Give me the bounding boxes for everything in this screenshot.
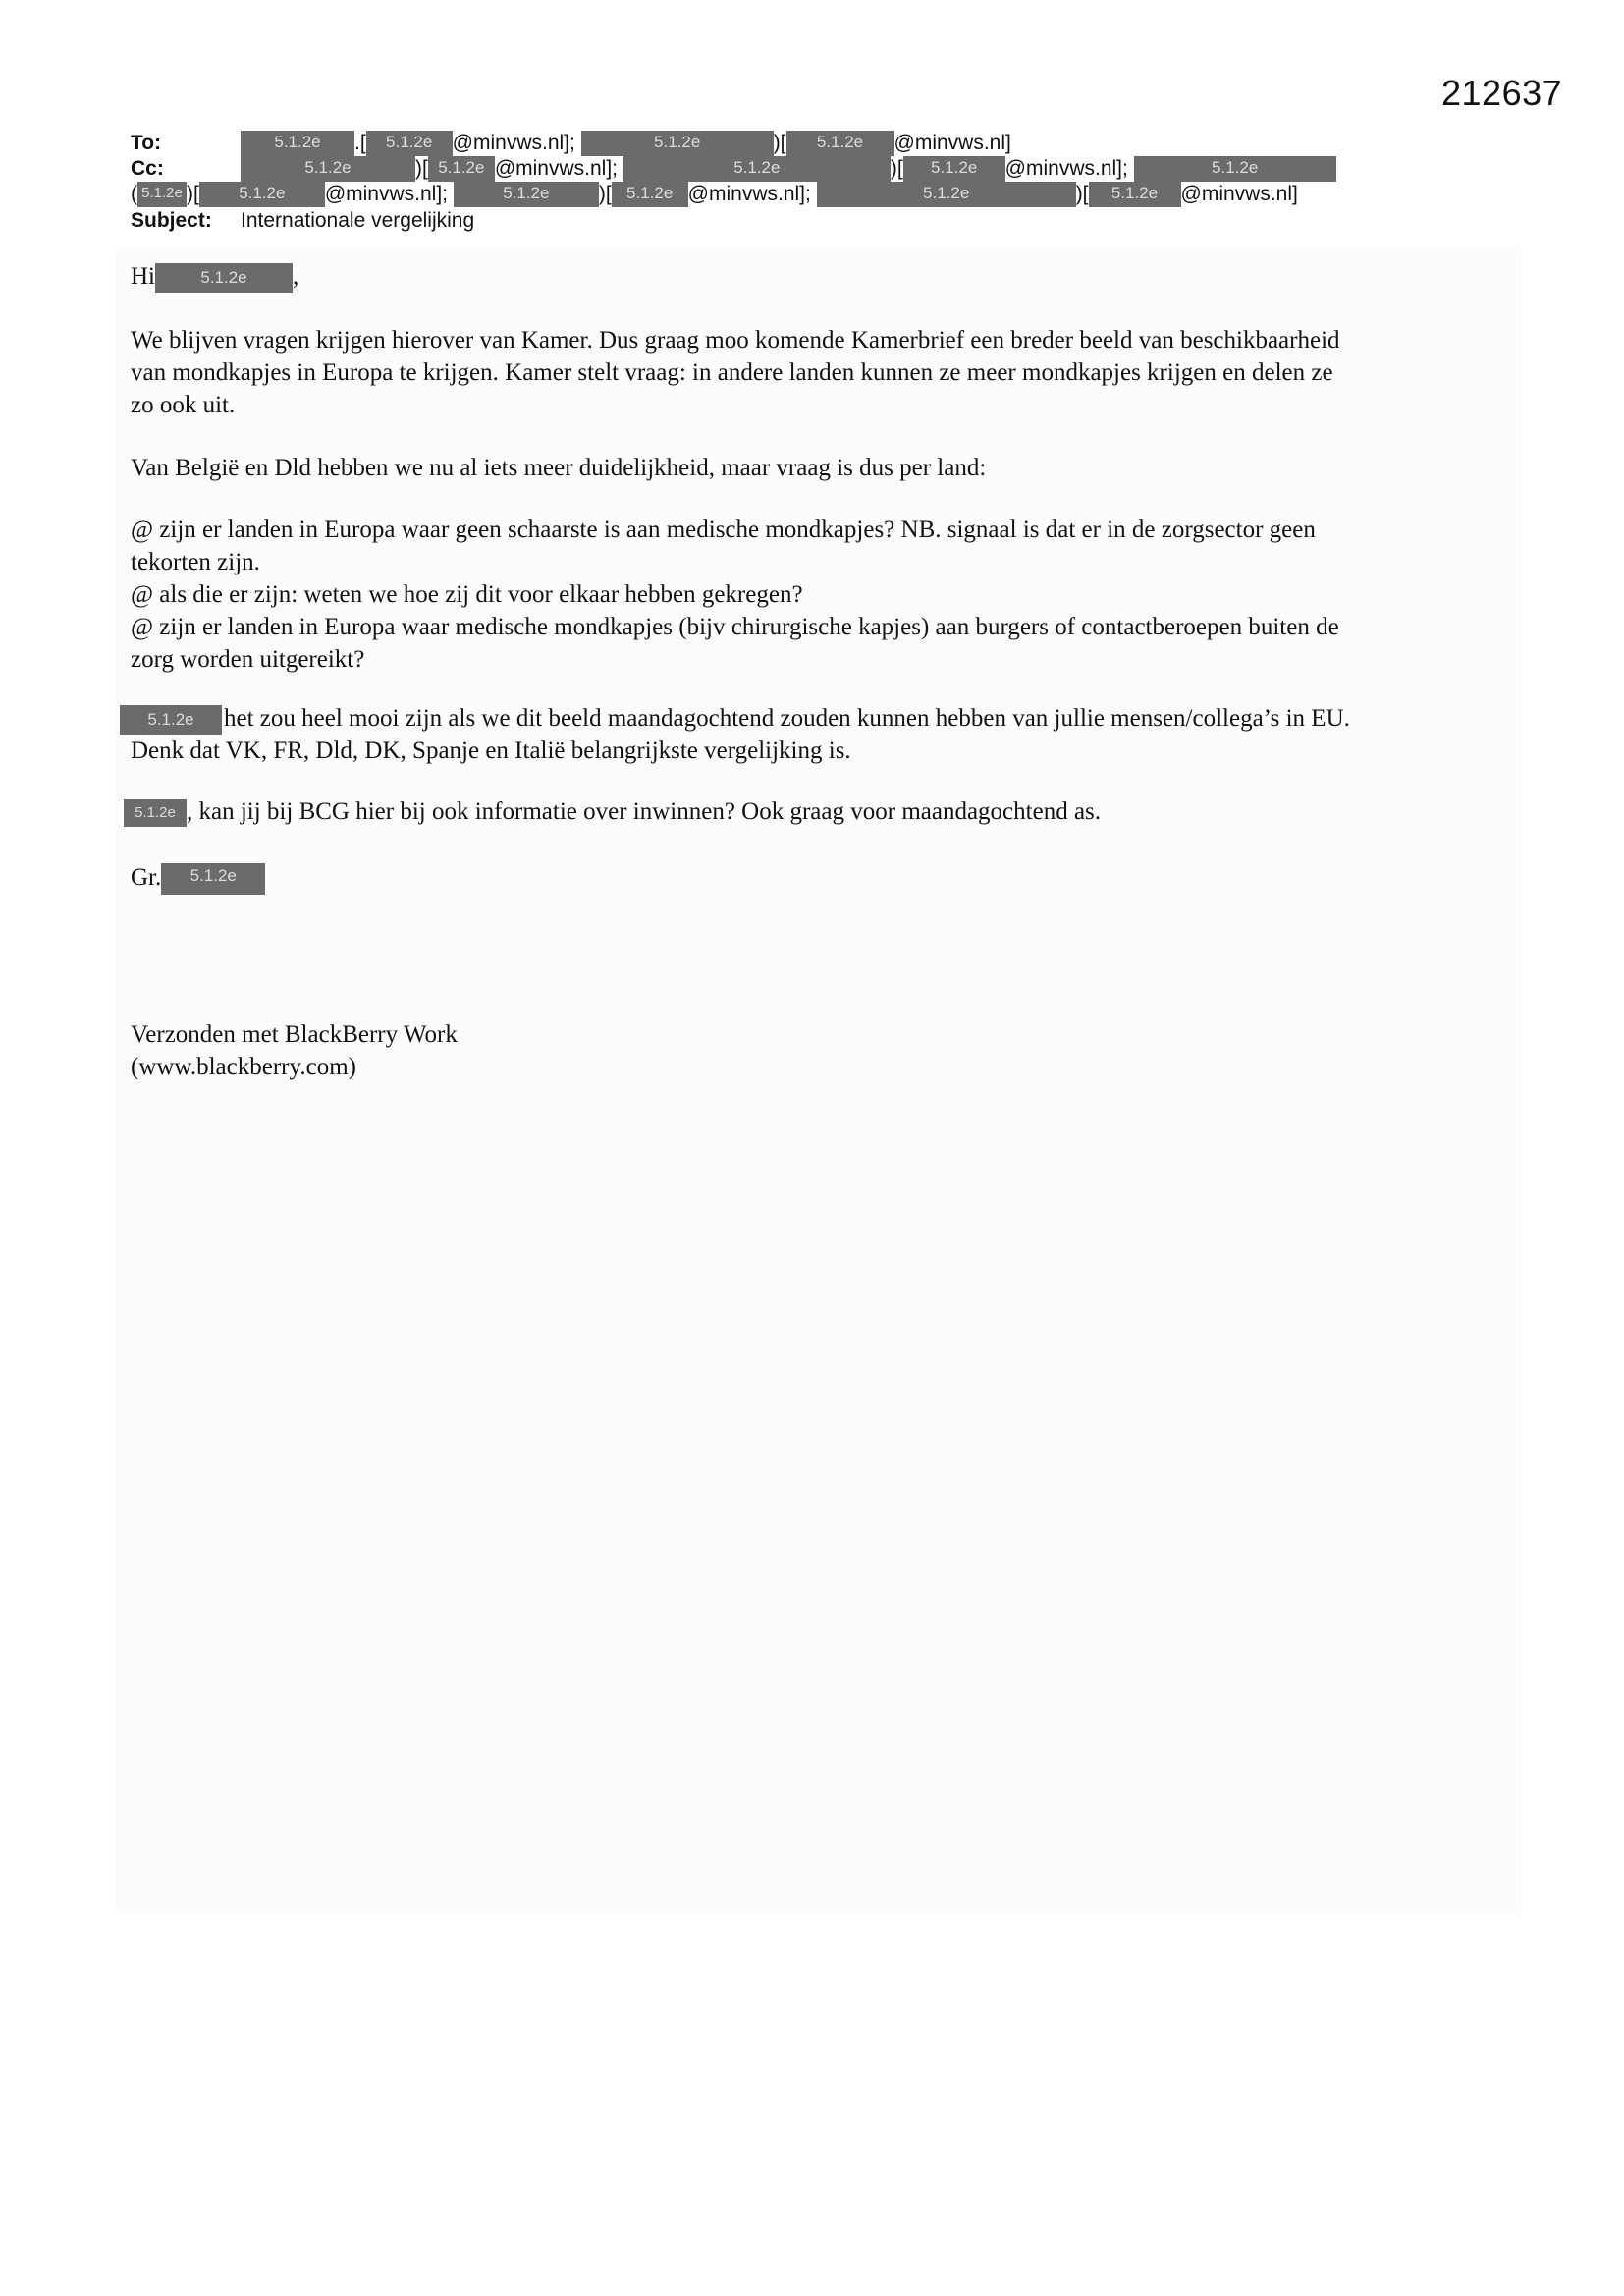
paragraph-5 xyxy=(124,795,1101,828)
redaction-box: 5.1.2e xyxy=(199,182,325,207)
email-domain: @minvws.nl]; xyxy=(452,132,575,154)
email-domain: @minvws.nl]; xyxy=(494,157,618,180)
paragraph-line: zo ook uit. xyxy=(131,392,236,418)
redaction-box: 5.1.2e xyxy=(1089,182,1181,207)
separator: )[ xyxy=(773,132,786,154)
separator: )[ xyxy=(1075,183,1089,205)
footer-line: Verzonden met BlackBerry Work xyxy=(131,1021,458,1048)
paragraph-line: van mondkapjes in Europa te krijgen. Kamer stelt vraag: in andere landen kunnen ze meer mondkapjes krijgen en delen ze xyxy=(131,359,1333,386)
email-domain: @minvws.nl] xyxy=(1180,183,1298,205)
redaction-box: 5.1.2e xyxy=(241,156,415,182)
redaction-box: 5.1.2e xyxy=(903,156,1005,182)
email-domain: @minvws.nl] xyxy=(893,132,1011,154)
question-line: @ zijn er landen in Europa waar geen schaarste is aan medische mondkapjes? NB. signaal is dat er in de zorgsector geen xyxy=(131,517,1316,543)
header-to-line xyxy=(131,131,1011,156)
email-domain: @minvws.nl]; xyxy=(324,183,448,205)
separator: )[ xyxy=(598,183,612,205)
separator: )[ xyxy=(187,183,199,205)
paragraph-1 xyxy=(131,324,1340,421)
questions-list xyxy=(131,514,1339,676)
paragraph-line: We blijven vragen krijgen hierover van Kamer. Dus graag moo komende Kamerbrief een breder beeld van beschikbaarheid xyxy=(131,327,1340,354)
greeting-comma: , xyxy=(293,263,299,290)
redaction-box: 5.1.2e xyxy=(623,156,891,182)
paragraph-text: het zou heel mooi zijn als we dit beeld maandagochtend zouden kunnen hebben van jullie mensen/collega’s in EU. xyxy=(224,705,1350,732)
signoff-text: Gr. xyxy=(131,864,162,891)
cc-label: Cc: xyxy=(131,157,164,180)
redaction-box: 5.1.2e xyxy=(366,131,453,156)
signoff xyxy=(131,861,265,895)
header-cc-line xyxy=(131,156,1336,182)
redaction-box: 5.1.2e xyxy=(428,156,495,182)
to-label: To: xyxy=(131,132,162,154)
subject-text: Internationale vergelijking xyxy=(241,209,475,232)
separator: .[ xyxy=(354,132,366,154)
redaction-box: 5.1.2e xyxy=(137,182,187,207)
redaction-box: 5.1.2e xyxy=(581,131,774,156)
redaction-box: 5.1.2e xyxy=(161,863,265,895)
header-cc-continuation xyxy=(131,182,1298,207)
subject-label: Subject: xyxy=(131,209,212,232)
email-domain: @minvws.nl]; xyxy=(1004,157,1128,180)
email-domain: @minvws.nl]; xyxy=(687,183,811,205)
redaction-box: 5.1.2e xyxy=(241,131,354,156)
redaction-box: 5.1.2e xyxy=(155,263,293,293)
footer-line: (www.blackberry.com) xyxy=(131,1054,356,1080)
document-number: 212637 xyxy=(1441,73,1563,113)
separator: )[ xyxy=(415,157,428,180)
paragraph-2: Van België en Dld hebben we nu al iets meer duidelijkheid, maar vraag is dus per land: xyxy=(131,455,987,481)
question-line: @ zijn er landen in Europa waar medische mondkapjes (bijv chirurgische kapjes) aan burgers of contactberoepen buiten de xyxy=(131,614,1339,640)
separator: )[ xyxy=(890,157,903,180)
greeting-text: Hi xyxy=(131,263,155,290)
header-subject-line xyxy=(131,208,474,234)
redaction-box: 5.1.2e xyxy=(786,131,894,156)
redaction-box: 5.1.2e xyxy=(120,705,222,735)
email-footer xyxy=(131,1018,458,1083)
paragraph-line xyxy=(120,702,1350,735)
redaction-box: 5.1.2e xyxy=(817,182,1076,207)
greeting xyxy=(131,260,298,293)
paragraph-4 xyxy=(120,702,1350,767)
redaction-box: 5.1.2e xyxy=(124,799,187,827)
redaction-box: 5.1.2e xyxy=(454,182,599,207)
paragraph-text: , kan jij bij BCG hier bij ook informatie over inwinnen? Ook graag voor maandagochtend as. xyxy=(187,798,1102,825)
paragraph-line: Denk dat VK, FR, Dld, DK, Spanje en Italië belangrijkste vergelijking is. xyxy=(131,738,851,765)
redaction-box: 5.1.2e xyxy=(1134,156,1336,182)
question-line: zorg worden uitgereikt? xyxy=(131,646,365,673)
separator: ( xyxy=(131,183,137,205)
redaction-box: 5.1.2e xyxy=(612,182,688,207)
question-line: tekorten zijn. xyxy=(131,549,260,575)
question-line: @ als die er zijn: weten we hoe zij dit voor elkaar hebben gekregen? xyxy=(131,581,803,608)
